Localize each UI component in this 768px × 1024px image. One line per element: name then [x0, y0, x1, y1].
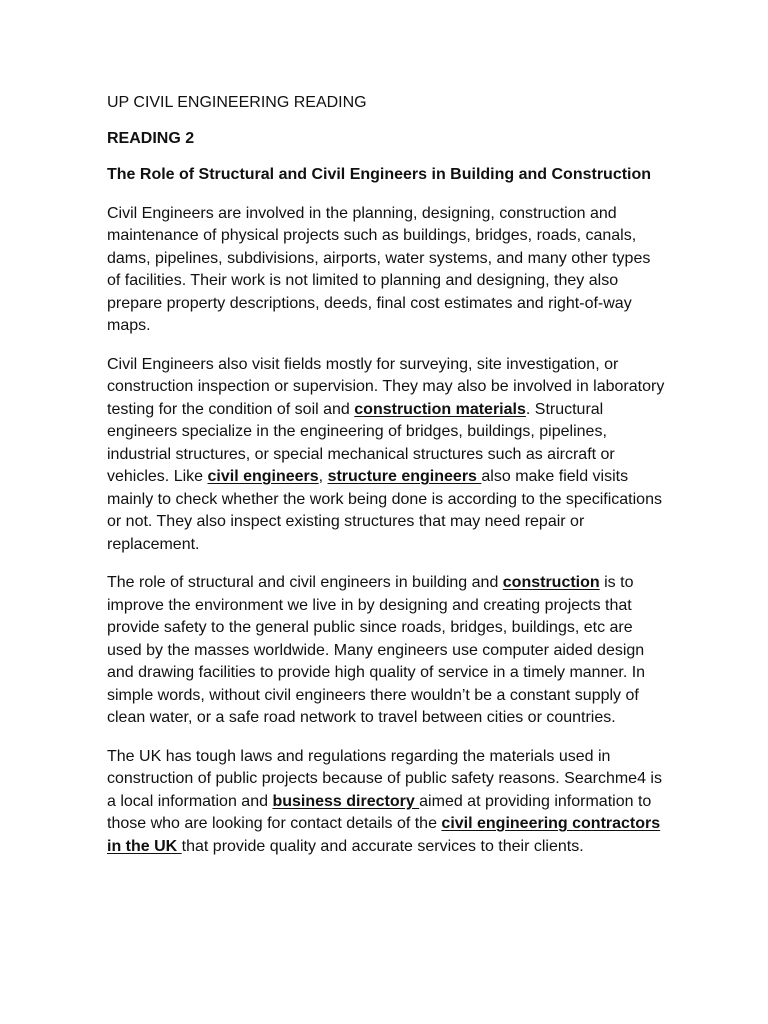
civil-engineers-link[interactable]: civil engineers — [207, 468, 319, 485]
paragraph-4-text-2: aimed at providing information to those who are looking for contact details of the — [107, 792, 652, 832]
paragraph-2-text-4: also make field visits mainly to check whether the work being done is according to the specifications or not. They also inspect existing structures that may need repair or replacement. — [107, 468, 662, 553]
document-heading: UP CIVIL ENGINEERING READING — [107, 94, 367, 111]
paragraph-1 — [107, 203, 667, 338]
reading-label: READING 2 — [107, 130, 195, 147]
paragraph-3-text-2: is to improve the environment we live in by designing and creating projects that provide safety to the general public since roads, bridges, buildings, etc are used by the masses worldwide. Many engineers use computer aided design and drawing facilities to provide high quality of service in a timely manner. In simple words, without civil engineers there wouldn’t be a constant supply of clean water, or a safe road network to travel between cities or countries. — [107, 574, 646, 726]
document-page — [107, 92, 667, 874]
structure-engineers-link[interactable]: structure engineers — [327, 468, 482, 485]
civil-engineering-contractors-link[interactable]: civil engineering contractors in the UK — [107, 815, 661, 855]
paragraph-3 — [107, 572, 667, 730]
business-directory-link[interactable]: business directory — [272, 792, 420, 810]
construction-materials-link[interactable]: construction materials — [354, 400, 526, 418]
paragraph-4 — [107, 746, 667, 859]
paragraph-2-text-2: . Structural engineers specialize in the engineering of bridges, buildings, pipelines, industrial structures, or special mechanical structures such as aircraft or vehicles. Like — [107, 400, 615, 485]
paragraph-2-text-3: , — [318, 468, 328, 485]
paragraph-3-text-1: The role of structural and civil engineers in building and — [107, 574, 503, 591]
paragraph-2 — [107, 354, 667, 557]
article-title: The Role of Structural and Civil Engineers in Building and Construction — [107, 166, 652, 183]
paragraph-4-text-1: The UK has tough laws and regulations regarding the materials used in construction of public projects because of public safety reasons. Searchme4 is a local information and — [107, 747, 662, 810]
construction-link[interactable]: construction — [502, 574, 600, 591]
paragraph-2-text-1: Civil Engineers also visit fields mostly for surveying, site investigation, or construction inspection or supervision. They may also be involved in laboratory testing for the condition of soil and — [107, 355, 665, 418]
paragraph-1-text: Civil Engineers are involved in the planning, designing, construction and maintenance of physical projects such as buildings, bridges, roads, canals, dams, pipelines, subdivisions, airports, water systems, and many other types of facilities. Their work is not limited to planning and designing, they also prepare property descriptions, deeds, final cost estimates and right-of-way maps. — [107, 204, 651, 334]
paragraph-4-text-3: that provide quality and accurate services to their clients. — [181, 837, 584, 855]
